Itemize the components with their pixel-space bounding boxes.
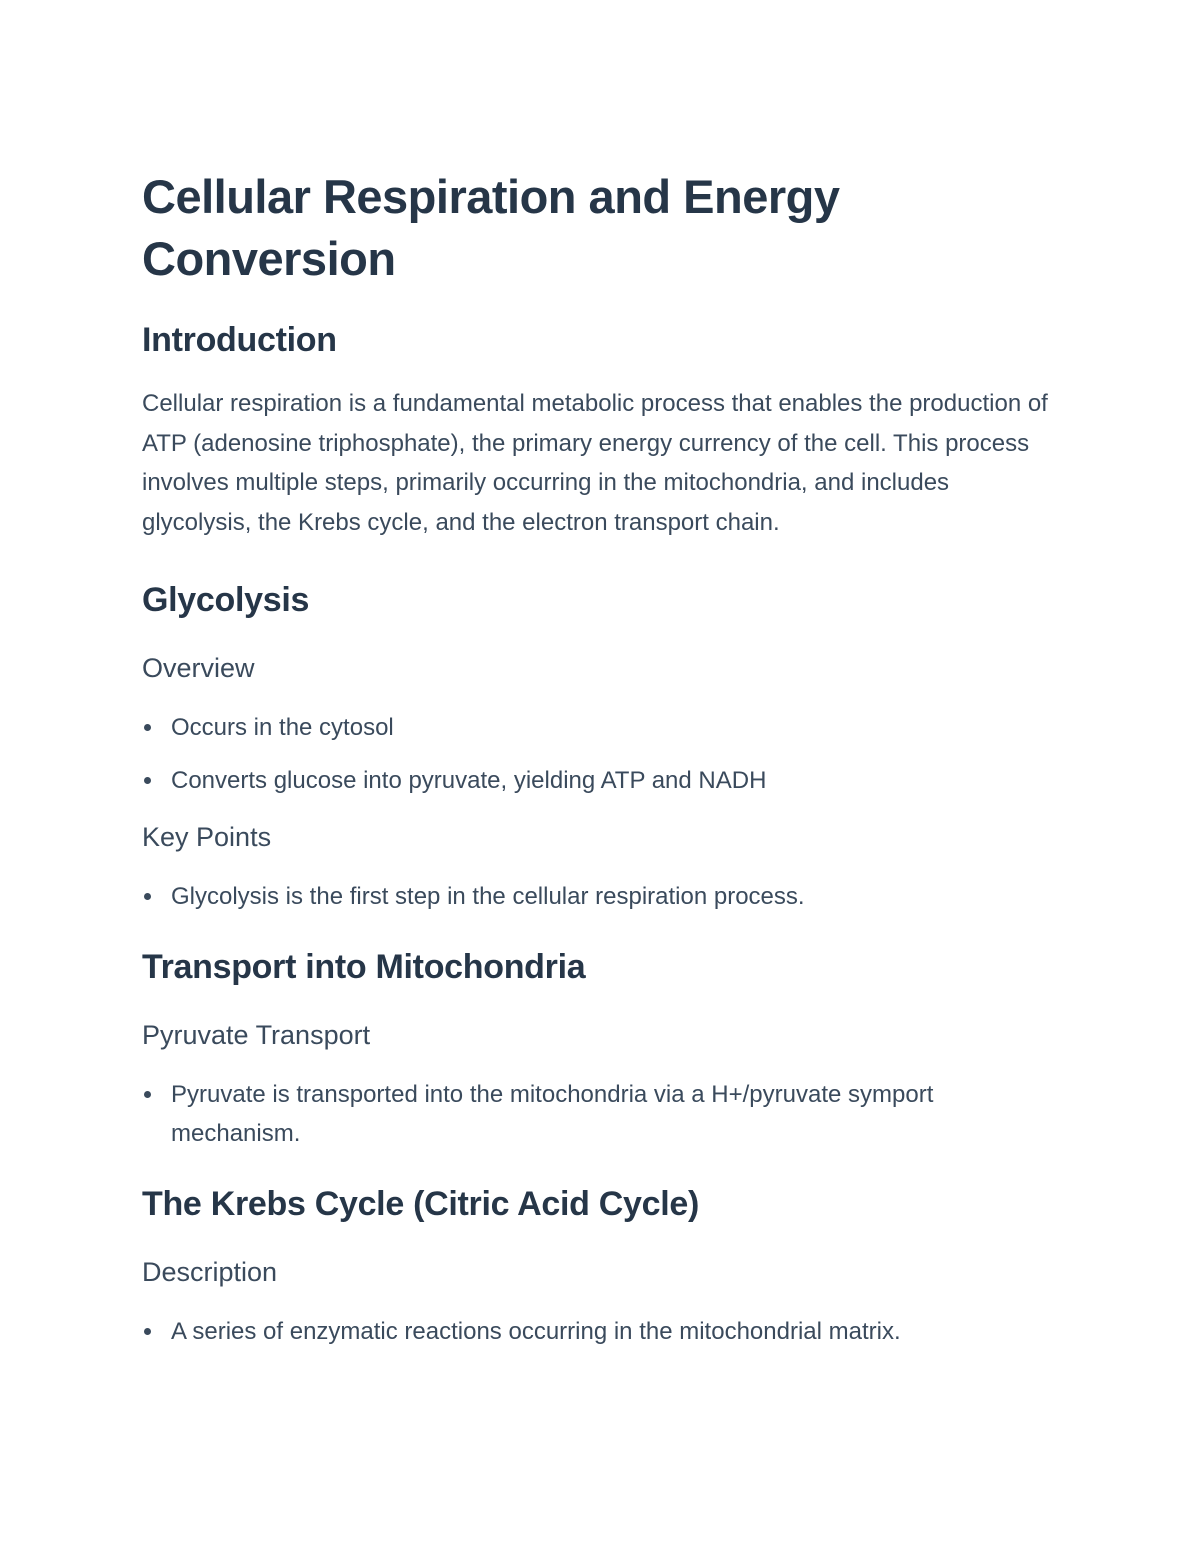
key-points-list — [142, 877, 1062, 917]
list-item-text: Pyruvate is transported into the mitochondria via a H+/pyruvate symport mechanism. — [171, 1080, 934, 1147]
list-item-text: A series of enzymatic reactions occurring in the mitochondrial matrix. — [171, 1317, 901, 1345]
document-page — [142, 166, 1062, 1351]
overview-subheading: Overview — [142, 653, 255, 683]
introduction-paragraph: Cellular respiration is a fundamental metabolic process that enables the production of ATP (adenosine triphosphate), the primary energy currency of the cell. This process involves multiple steps, primarily occurring in the mitochondria, and includes glycolysis, the Krebs cycle, and the electron transport chain. — [142, 390, 1048, 536]
bullet-icon — [144, 777, 151, 784]
bullet-icon — [144, 724, 151, 731]
transport-heading: Transport into Mitochondria — [142, 947, 586, 986]
document-title: Cellular Respiration and Energy Conversion — [142, 170, 840, 285]
pyruvate-transport-subheading: Pyruvate Transport — [142, 1019, 371, 1050]
key-points-subheading: Key Points — [142, 822, 272, 852]
bullet-icon — [144, 893, 151, 900]
list-item-text: Glycolysis is the first step in the cellular respiration process. — [171, 883, 805, 910]
bullet-icon — [144, 1328, 151, 1335]
introduction-heading: Introduction — [142, 321, 337, 359]
description-subheading: Description — [142, 1256, 278, 1287]
krebs-heading: The Krebs Cycle (Citric Acid Cycle) — [142, 1184, 699, 1223]
overview-list — [142, 708, 1062, 800]
list-item — [142, 1312, 1062, 1352]
list-item — [142, 708, 1062, 748]
krebs-list — [142, 1312, 1062, 1352]
bullet-icon — [144, 1091, 151, 1098]
list-item-text: Converts glucose into pyruvate, yielding ATP and NADH — [171, 766, 767, 794]
glycolysis-heading: Glycolysis — [142, 581, 310, 619]
list-item — [142, 877, 1062, 917]
transport-list — [142, 1075, 972, 1154]
list-item — [142, 761, 1062, 801]
list-item-text: Occurs in the cytosol — [171, 714, 394, 741]
list-item — [142, 1075, 972, 1154]
